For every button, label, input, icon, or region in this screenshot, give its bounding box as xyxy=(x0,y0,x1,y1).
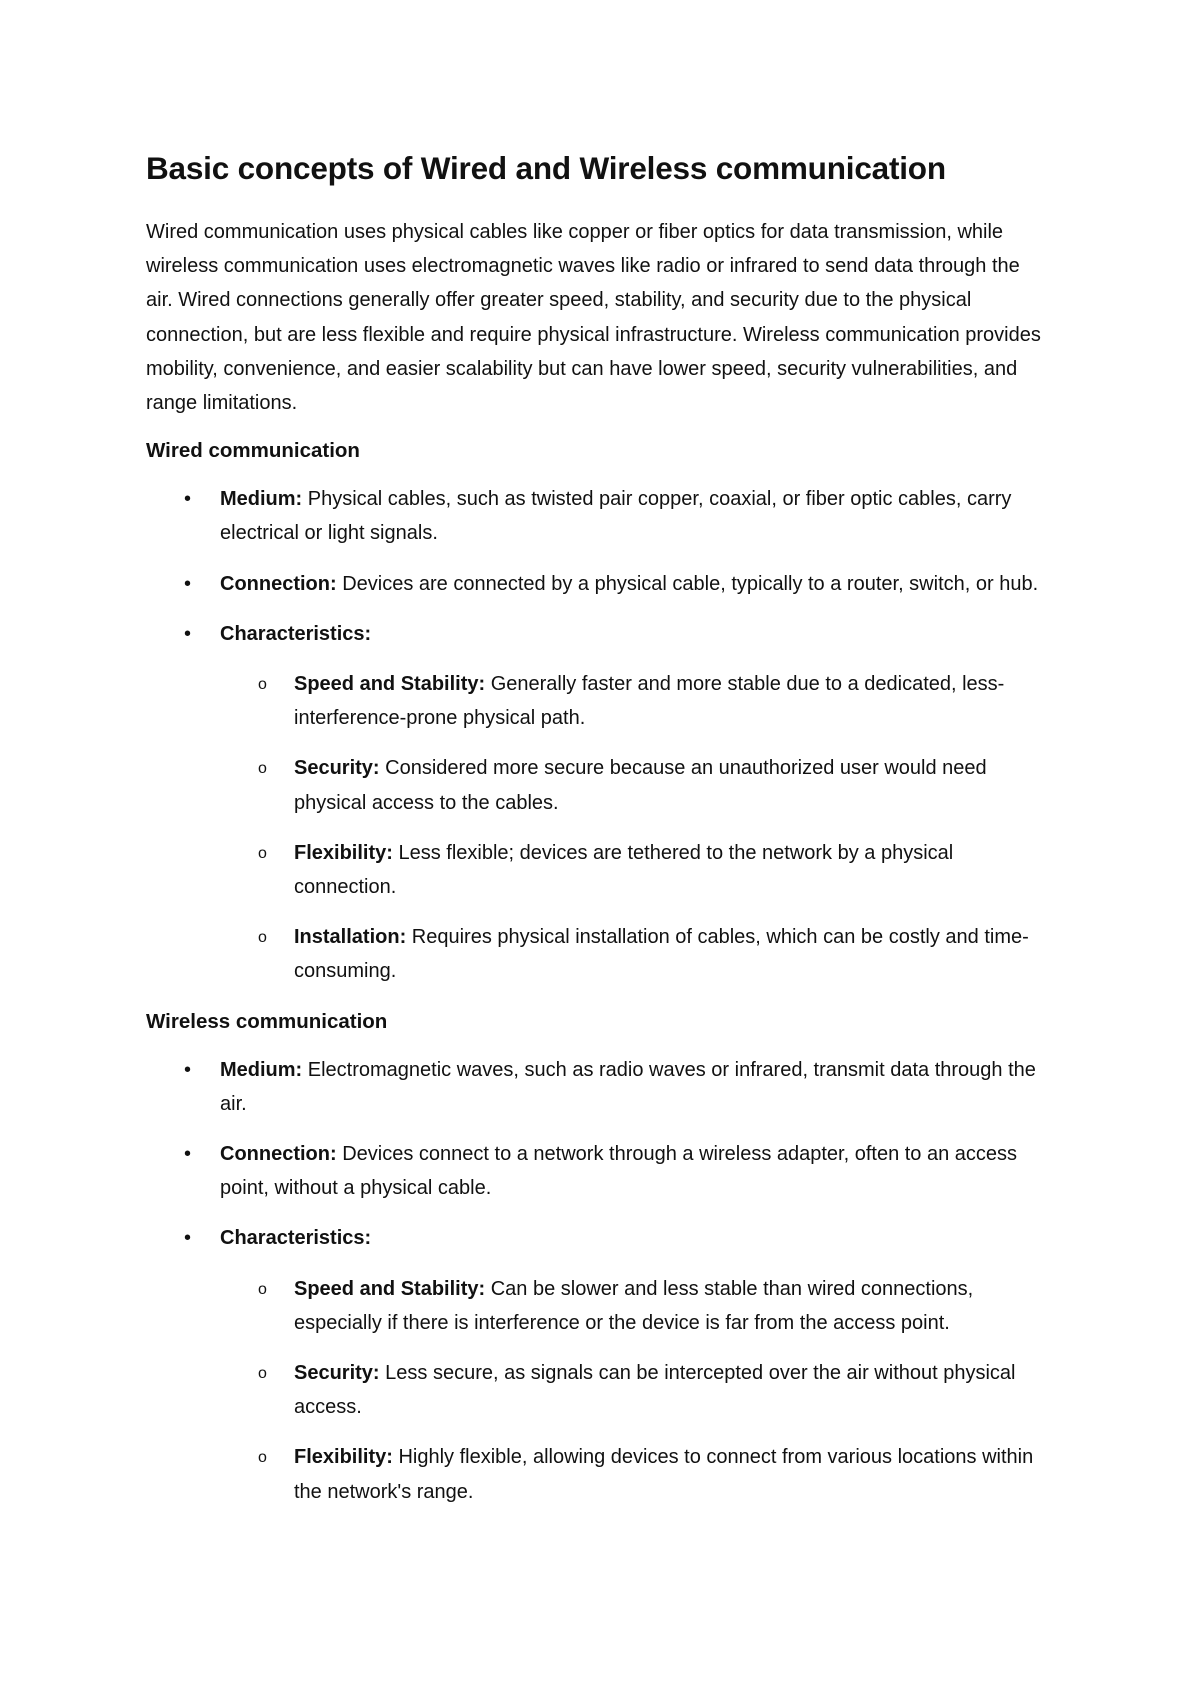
term-description: Less secure, as signals can be intercepted over the air without physical access. xyxy=(294,1362,1016,1419)
list-item-wireless-connection xyxy=(146,1137,1050,1205)
term-label: Medium: xyxy=(220,488,303,511)
sub-bullet-icon: o xyxy=(258,1449,267,1467)
list-item-wireless-characteristics xyxy=(146,1221,1050,1508)
bullet-icon: • xyxy=(184,1058,192,1081)
page-title: Basic concepts of Wired and Wireless communication xyxy=(146,150,946,186)
term-description: Devices connect to a network through a wireless adapter, often to an access point, without a physical cable. xyxy=(220,1143,1018,1200)
term-label: Connection: xyxy=(220,572,337,595)
term-description: Less flexible; devices are tethered to the network by a physical connection. xyxy=(294,841,954,899)
sub-bullet-icon: o xyxy=(258,929,267,947)
term-description: Devices are connected by a physical cable, typically to a router, switch, or hub. xyxy=(336,572,1039,595)
term-description: Can be slower and less stable than wired connections, especially if there is interference or the device is far from the access point. xyxy=(294,1277,974,1334)
sub-list-item xyxy=(220,667,1050,735)
sub-list-item xyxy=(220,751,1050,819)
sub-list-item xyxy=(220,1272,1050,1340)
term-label: Characteristics: xyxy=(220,1227,372,1250)
list-item-wired-characteristics xyxy=(146,617,1050,989)
bullet-icon: • xyxy=(184,622,192,645)
bullet-icon: • xyxy=(184,1227,192,1250)
list-item-wired-connection xyxy=(146,567,1050,601)
term-label: Flexibility: xyxy=(294,1446,393,1469)
sub-bullet-icon: o xyxy=(258,844,267,862)
term-description: Physical cables, such as twisted pair copper, coaxial, or fiber optic cables, carry electrical or light signals. xyxy=(220,488,1012,545)
term-label: Speed and Stability: xyxy=(294,1277,486,1300)
term-label: Medium: xyxy=(220,1058,303,1081)
sub-bullet-icon: o xyxy=(258,1280,267,1298)
wired-characteristics-list xyxy=(220,667,1050,989)
term-description: Considered more secure because an unauthorized user would need physical access to the cables. xyxy=(294,757,987,814)
list-item-wireless-medium xyxy=(146,1053,1050,1121)
intro-paragraph: Wired communication uses physical cables like copper or fiber optics for data transmission, while wireless communication uses electromagnetic waves like radio or infrared to send data through the air. Wired connections generally offer greater speed, stability, and security due to the physical connection, but are less flexible and require physical infrastructure. Wireless communication provides mobility, convenience, and easier scalability but can have lower speed, security vulnerabilities, and range limitations. xyxy=(146,221,1041,415)
bullet-icon: • xyxy=(184,572,192,595)
bullet-icon: • xyxy=(184,488,192,511)
wireless-list xyxy=(146,1053,1050,1509)
list-item-wired-medium xyxy=(146,482,1050,550)
section-heading-wireless: Wireless communication xyxy=(146,1009,388,1033)
sub-bullet-icon: o xyxy=(258,760,267,778)
term-description: Requires physical installation of cables, which can be costly and time-consuming. xyxy=(294,926,1029,983)
wired-list xyxy=(146,482,1050,988)
term-label: Flexibility: xyxy=(294,841,393,864)
sub-list-item xyxy=(220,920,1050,988)
term-label: Security: xyxy=(294,757,380,780)
wireless-characteristics-list xyxy=(220,1272,1050,1509)
bullet-icon: • xyxy=(184,1143,192,1166)
term-label: Security: xyxy=(294,1362,380,1385)
term-label: Installation: xyxy=(294,926,407,949)
sub-list-item xyxy=(220,836,1050,904)
term-label: Speed and Stability: xyxy=(294,673,486,696)
sub-list-item xyxy=(220,1440,1050,1508)
section-heading-wired: Wired communication xyxy=(146,439,360,463)
sub-bullet-icon: o xyxy=(258,676,267,694)
term-label: Characteristics: xyxy=(220,622,372,645)
term-label: Connection: xyxy=(220,1143,337,1166)
sub-list-item xyxy=(220,1356,1050,1424)
term-description: Electromagnetic waves, such as radio waves or infrared, transmit data through the air. xyxy=(220,1058,1036,1115)
term-description: Highly flexible, allowing devices to connect from various locations within the network's range. xyxy=(294,1446,1034,1503)
sub-bullet-icon: o xyxy=(258,1365,267,1383)
term-description: Generally faster and more stable due to a dedicated, less-interference-prone physical path. xyxy=(294,673,1005,730)
